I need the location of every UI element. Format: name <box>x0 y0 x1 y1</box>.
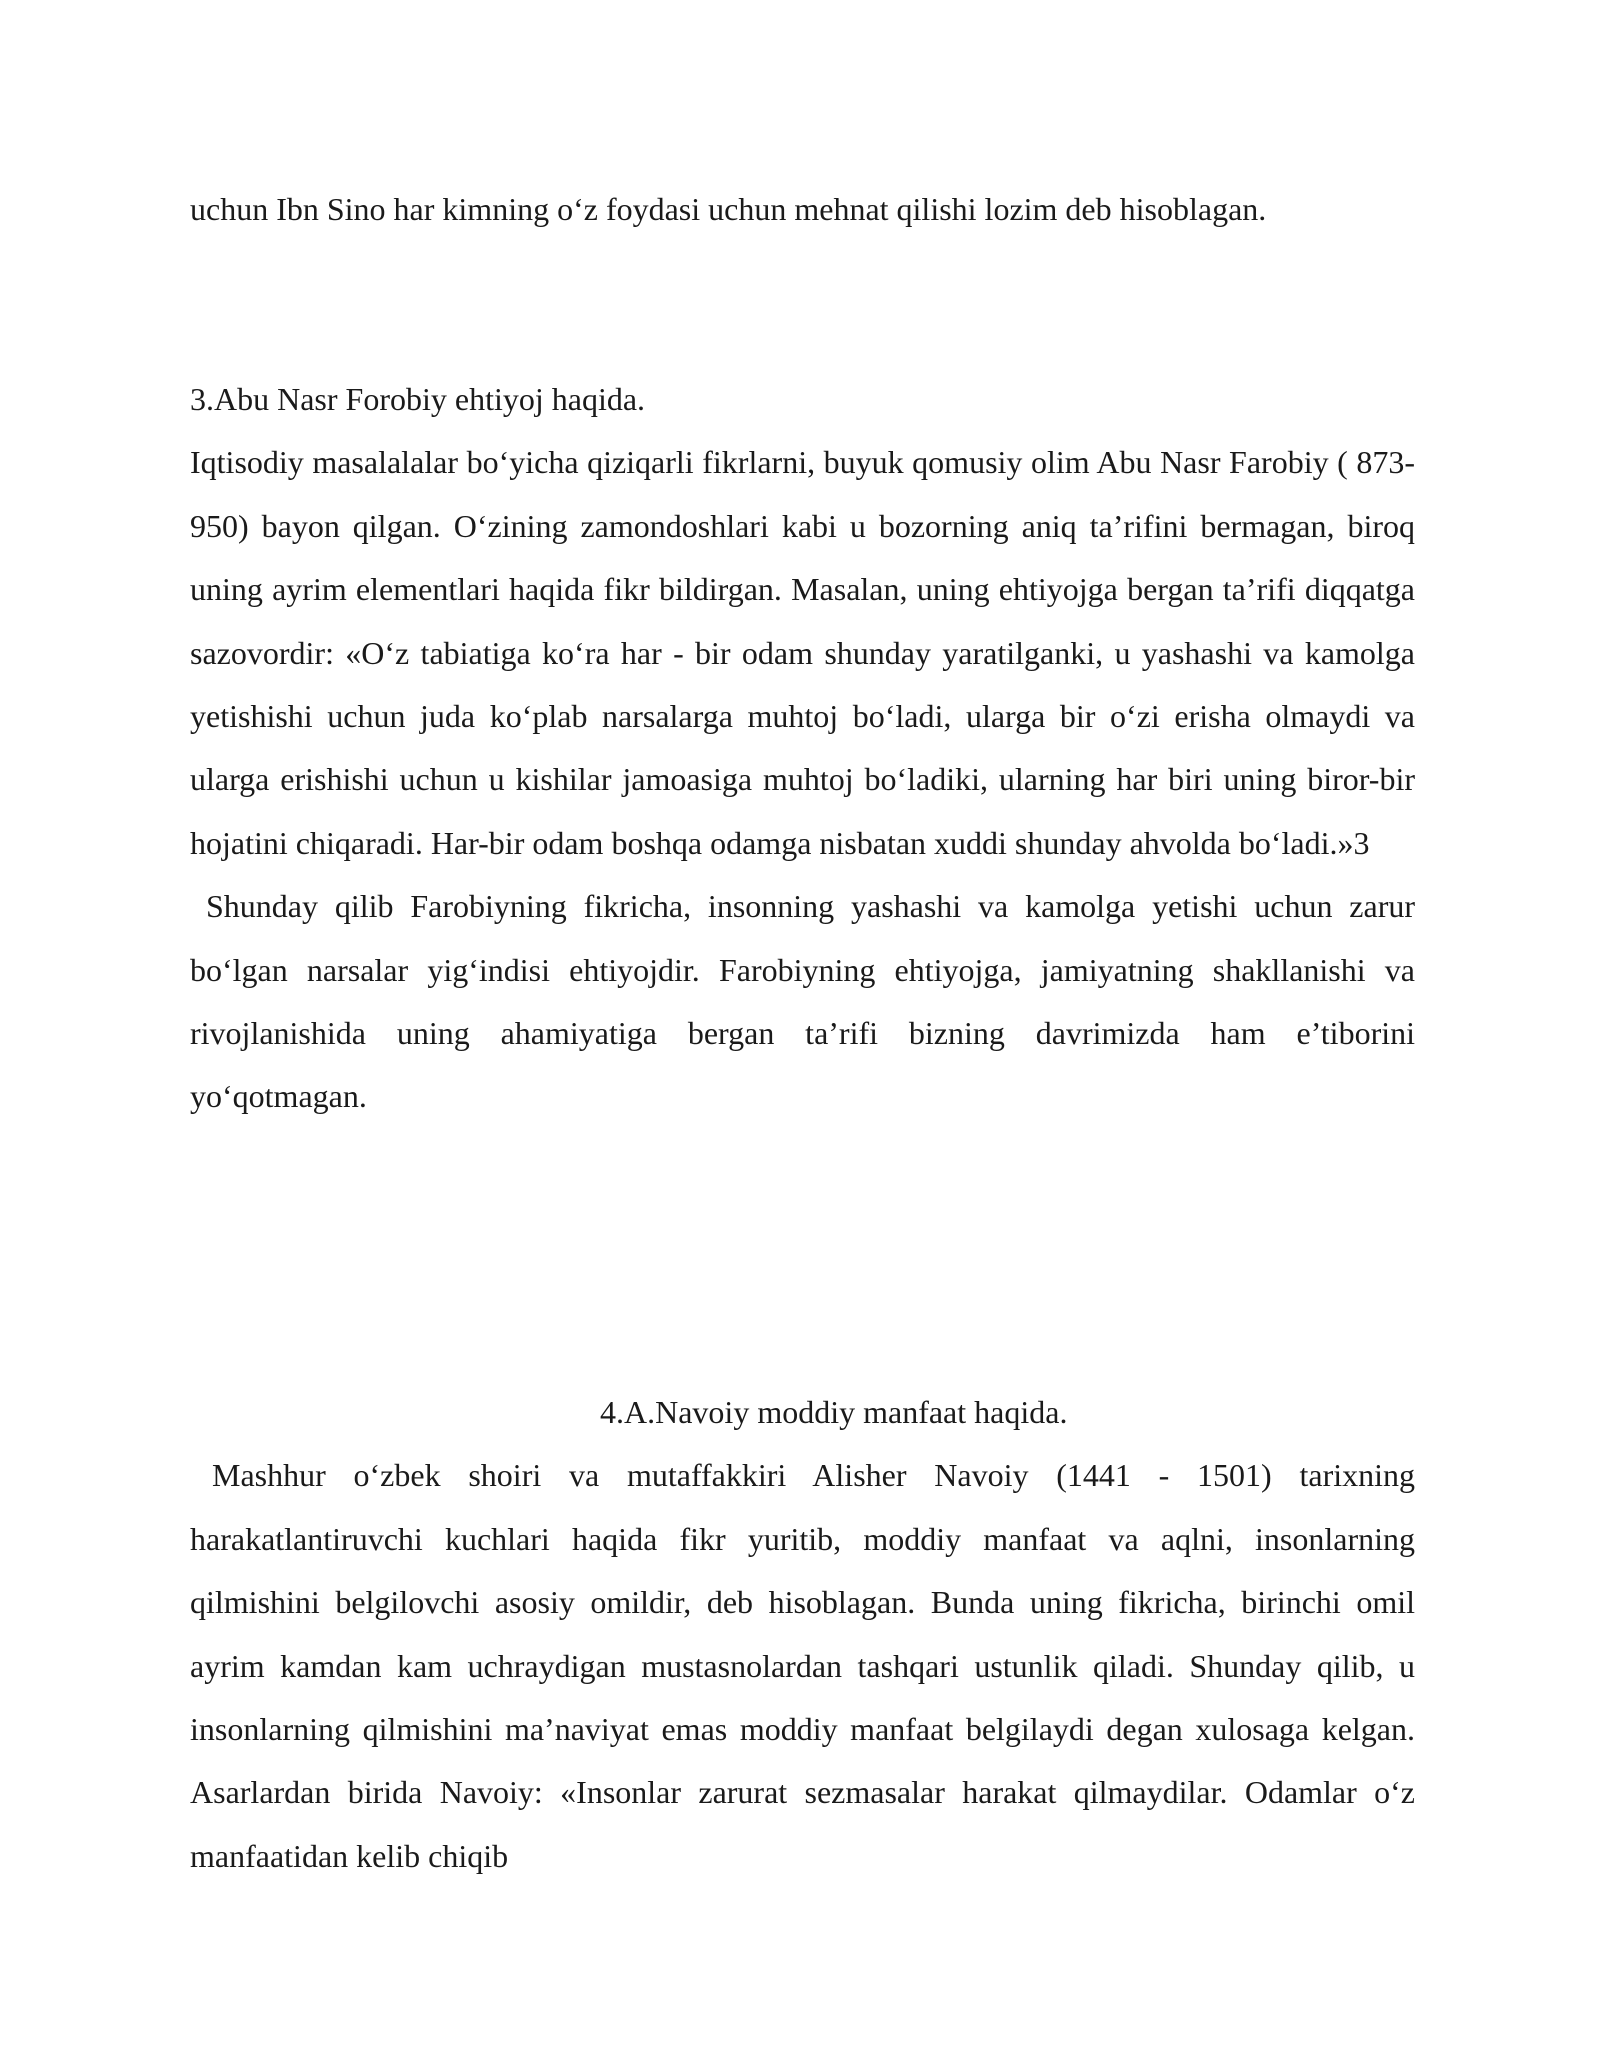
intro-paragraph: uchun Ibn Sino har kimning o‘z foydasi uchun mehnat qilishi lozim deb hisoblagan. <box>190 191 1267 227</box>
intro-text-block <box>190 178 1415 241</box>
section-farobiy <box>190 368 1415 1129</box>
section-3-paragraph-1: Iqtisodiy masalalalar bo‘yicha qiziqarli fikrlarni, buyuk qomusiy olim Abu Nasr Farobiy ( 873-950) bayon qilgan. O‘zining zamondoshlari kabi u bozorning aniq ta’rifini bermagan, biroq uning ayrim elementlari haqida fikr bildirgan. Masalan, uning ehtiyojga bergan ta’rifi diqqatga sazovordir: «O‘z tabiatiga ko‘ra har - bir odam shunday yaratilganki, u yashashi va kamolga yetishishi uchun juda ko‘plab narsalarga muhtoj bo‘ladi, ularga bir o‘zi erisha olmaydi va ularga erishishi uchun u kishilar jamoasiga muhtoj bo‘ladiki, ularning har biri uning biror-bir hojatini chiqaradi. Har-bir odam boshqa odamga nisbatan xuddi shunday ahvolda bo‘ladi.»3 <box>190 444 1415 861</box>
section-4-paragraph-1: Mashhur o‘zbek shoiri va mutaffakkiri Alisher Navoiy (1441 - 1501) tarixning harakatlantiruvchi kuchlari haqida fikr yuritib, moddiy manfaat va aqlni, insonlarning qilmishini belgilovchi asosiy omildir, deb hisoblagan. Bunda uning fikricha, birinchi omil ayrim kamdan kam uchraydigan mustasnolardan tashqari ustunlik qiladi. Shunday qilib, u insonlarning qilmishini ma’naviyat emas moddiy manfaat belgilaydi degan xulosaga kelgan. Asarlardan birida Navoiy: «Insonlar zarurat sezmasalar harakat qilmaydilar. Odamlar o‘z manfaatidan kelib chiqib <box>190 1457 1415 1874</box>
section-3-heading: 3.Abu Nasr Forobiy ehtiyoj haqida. <box>190 381 646 417</box>
section-3-paragraph-2: Shunday qilib Farobiyning fikricha, insonning yashashi va kamolga yetishi uchun zarur bo‘lgan narsalar yig‘indisi ehtiyojdir. Farobiyning ehtiyojga, jamiyatning shakllanishi va rivojlanishida uning ahamiyatiga bergan ta’rifi bizning davrimizda ham e’tiborini yo‘qotmagan. <box>190 888 1415 1115</box>
section-4-heading: 4.A.Navoiy moddiy manfaat haqida. <box>600 1394 1068 1430</box>
section-navoiy <box>190 1381 1415 1888</box>
